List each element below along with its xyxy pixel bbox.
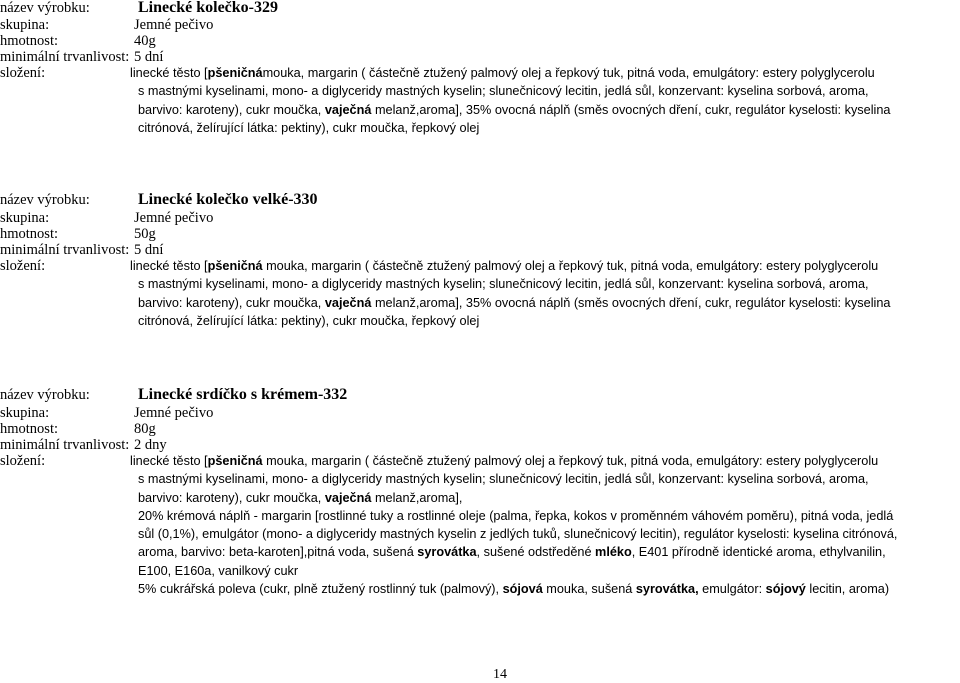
composition-line [130,312,890,330]
composition-line [130,562,897,580]
composition-line [130,489,897,507]
composition-text [130,257,890,330]
allergen-highlight: sójový [765,582,806,597]
allergen-highlight: syrovátka, [635,582,699,597]
weight-value: 50g [134,226,156,242]
shelf-label: minimální trvanlivost: [0,242,130,258]
composition-segment: barvivo: karoteny), cukr moučka, [138,295,325,310]
composition-line [130,275,890,293]
allergen-highlight: vaječná [324,102,372,117]
composition-label: složení: [0,453,46,469]
allergen-highlight: syrovátka [417,545,477,560]
composition-segment: barvivo: karoteny), cukr moučka, [138,102,325,117]
composition-segment: linecké těsto [ [130,454,208,468]
composition-segment: melanž,aroma], 35% ovocná náplň (směs ovocných dření, cukr, regulátor kyselosti: kyselina [371,295,891,310]
composition-line [130,452,897,470]
weight-label: hmotnost: [0,226,59,242]
allergen-highlight: vaječná [324,295,372,310]
composition-line [130,101,890,119]
shelf-label: minimální trvanlivost: [0,437,130,453]
allergen-highlight: sójová [502,582,543,597]
composition-line [130,580,897,598]
weight-label: hmotnost: [0,421,59,437]
group-label: skupina: [0,210,50,226]
composition-segment: melanž,aroma], 35% ovocná náplň (směs ovocných dření, cukr, regulátor kyselosti: kyselina [371,102,891,117]
composition-line [130,257,890,275]
composition-line [130,543,897,561]
composition-segment: 20% krémová náplň - margarin [rostlinné tuky a rostlinné oleje (palma, řepka, kokos v proměnném váhovém poměru), pitná voda, jedlá [138,508,894,523]
shelf-value: 5 dní [134,49,164,65]
group-label: skupina: [0,17,50,33]
composition-segment: aroma, barvivo: beta-karoten],pitná voda, sušená [138,545,418,560]
allergen-highlight: pšeničná [207,259,263,273]
composition-segment: linecké těsto [ [130,259,208,273]
composition-line [130,294,890,312]
group-value: Jemné pečivo [134,17,214,33]
composition-label: složení: [0,258,46,274]
composition-line [130,507,897,525]
allergen-highlight: vaječná [324,490,372,505]
weight-value: 80g [134,421,156,437]
composition-segment: mouka, sušená [542,582,636,597]
composition-segment: citrónová, želírující látka: pektiny), cukr moučka, řepkový olej [138,313,480,328]
allergen-highlight: pšeničná [207,66,263,80]
allergen-highlight: mléko [595,545,632,560]
composition-line [130,119,890,137]
composition-segment: citrónová, želírující látka: pektiny), cukr moučka, řepkový olej [138,120,480,135]
shelf-value: 5 dní [134,242,164,258]
composition-line [130,64,890,82]
page-number: 14 [493,667,507,682]
composition-segment: barvivo: karoteny), cukr moučka, [138,490,325,505]
group-label: skupina: [0,405,50,421]
group-value: Jemné pečivo [134,210,214,226]
composition-line [130,525,897,543]
composition-segment: E100, E160a, vanilkový cukr [138,563,299,578]
composition-segment: sůl (0,1%), emulgátor (mono- a diglyceridy mastných kyselin z jedlých tuků, slunečnicový lecitin), regulátor kyselosti: kyselina citrónová, [138,527,898,542]
composition-segment: mouka, margarin ( částečně ztužený palmový olej a řepkový tuk, pitná voda, emulgátory: estery polyglycerolu [262,259,879,273]
product-name: Linecké srdíčko s krémem-332 [138,386,348,403]
group-value: Jemné pečivo [134,405,214,421]
shelf-value: 2 dny [134,437,167,453]
composition-segment: , sušené odstředěné [476,545,596,560]
composition-segment: lecitin, aroma) [805,582,890,597]
composition-line [130,82,890,100]
composition-text [130,452,897,598]
composition-segment: s mastnými kyselinami, mono- a diglyceridy mastných kyselin; slunečnicový lecitin, jedlá sůl, konzervant: kyselina sorbová, aroma, [138,84,869,99]
name-label: název výrobku: [0,0,90,16]
composition-text [130,64,890,137]
composition-segment: melanž,aroma], [371,490,463,505]
composition-line [130,470,897,488]
composition-segment: mouka, margarin ( částečně ztužený palmový olej a řepkový tuk, pitná voda, emulgátory: estery polyglycerolu [262,66,875,80]
product-name: Linecké kolečko-329 [138,0,278,16]
allergen-highlight: pšeničná [207,454,263,468]
composition-label: složení: [0,65,46,81]
composition-segment: , E401 přírodně identické aroma, ethylvanilin, [631,545,886,560]
weight-label: hmotnost: [0,33,59,49]
composition-segment: s mastnými kyselinami, mono- a diglyceridy mastných kyselin; slunečnicový lecitin, jedlá sůl, konzervant: kyselina sorbová, aroma, [138,277,869,292]
shelf-label: minimální trvanlivost: [0,49,130,65]
weight-value: 40g [134,33,156,49]
product-name: Linecké kolečko velké-330 [138,191,318,208]
composition-segment: emulgátor: [698,582,766,597]
name-label: název výrobku: [0,192,90,208]
composition-segment: mouka, margarin ( částečně ztužený palmový olej a řepkový tuk, pitná voda, emulgátory: estery polyglycerolu [262,454,879,468]
composition-segment: 5% cukrářská poleva (cukr, plně ztužený rostlinný tuk (palmový), [138,582,503,597]
composition-segment: s mastnými kyselinami, mono- a diglyceridy mastných kyselin; slunečnicový lecitin, jedlá sůl, konzervant: kyselina sorbová, aroma, [138,472,869,487]
name-label: název výrobku: [0,387,90,403]
composition-segment: linecké těsto [ [130,66,208,80]
